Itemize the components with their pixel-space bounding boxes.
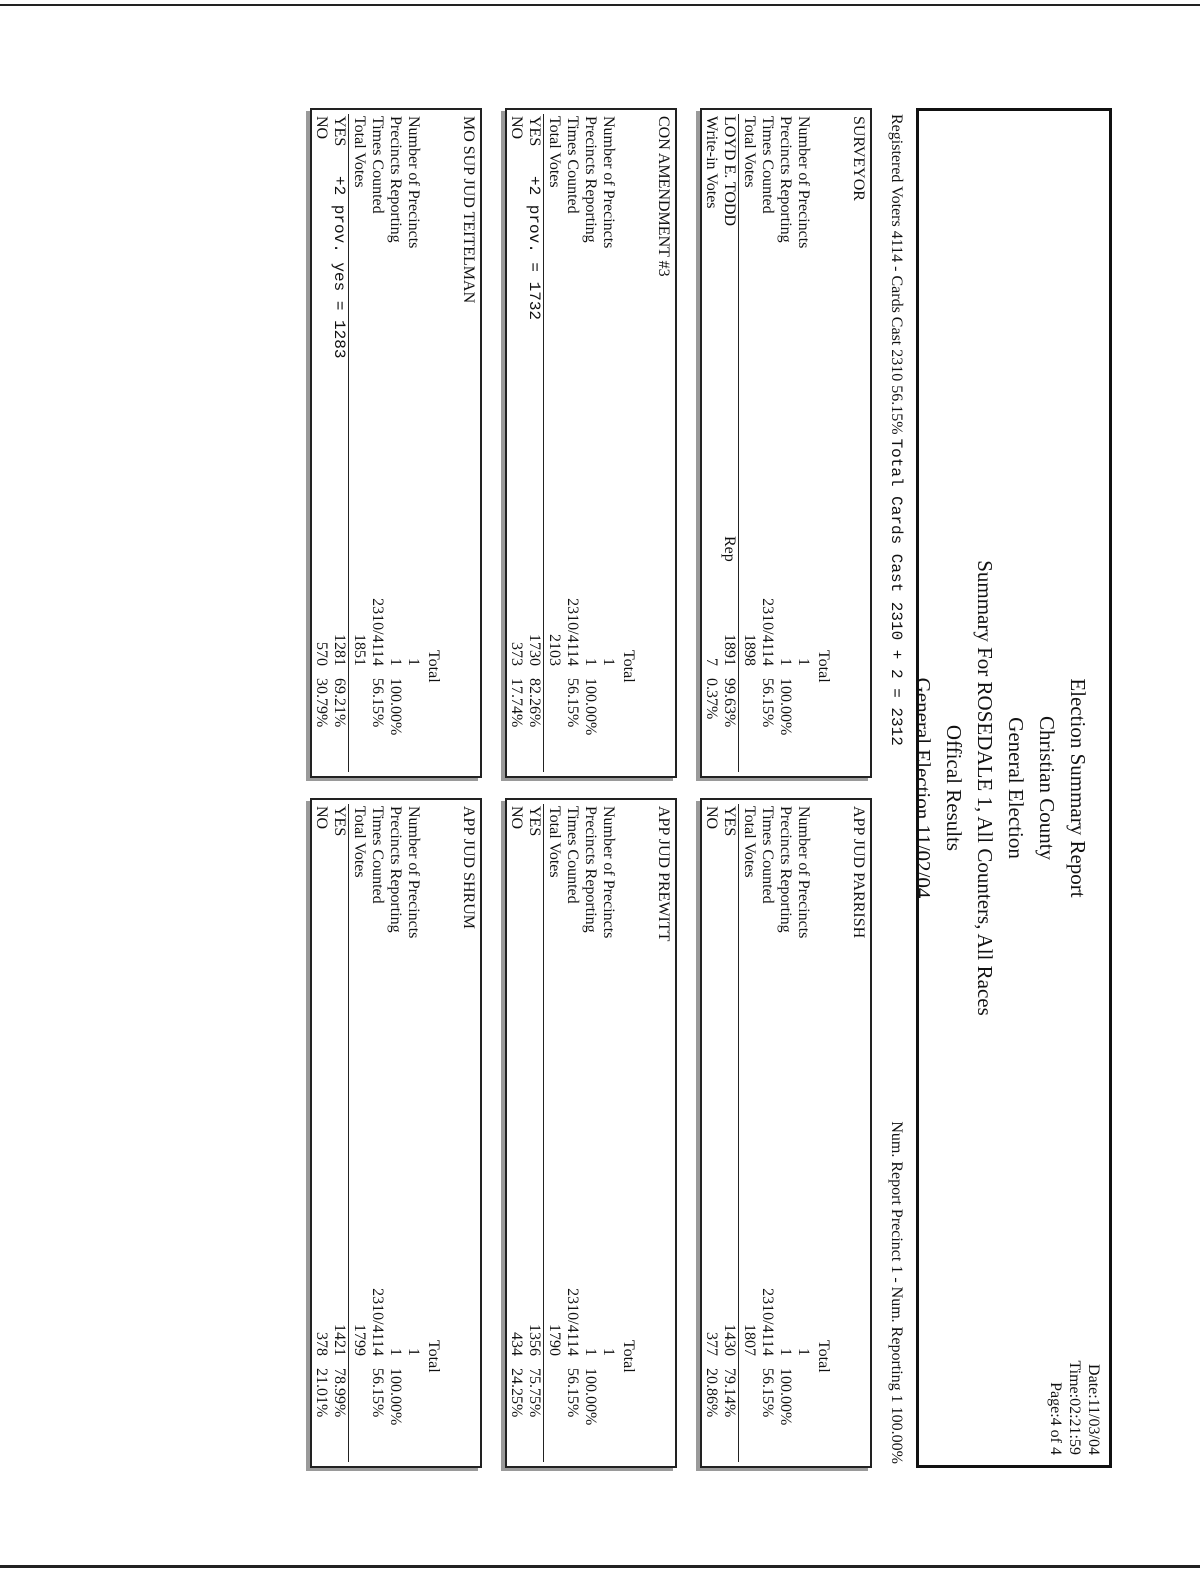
- report-meta: [1046, 1360, 1103, 1455]
- stat-label: Times Counted: [369, 116, 386, 214]
- stat-label: Number of Precincts: [600, 116, 617, 249]
- stat-row: [581, 806, 599, 1456]
- stat-label: Number of Precincts: [405, 806, 422, 939]
- stat-percent: 100.00%: [387, 678, 404, 736]
- stat-label: Precincts Reporting: [387, 116, 404, 243]
- choice-percent: 24.25%: [508, 1368, 525, 1418]
- divider: [738, 114, 739, 772]
- choice-row: [507, 806, 525, 1456]
- divider: [543, 114, 544, 772]
- choice-row: [702, 806, 720, 1456]
- stat-label: Total Votes: [351, 806, 368, 878]
- stat-label: Total Votes: [546, 116, 563, 188]
- stat-percent: 100.00%: [387, 1368, 404, 1426]
- stat-value: 2310/4114: [759, 1288, 776, 1356]
- results-status: Offical Results: [942, 724, 966, 852]
- election-type: General Election: [1004, 717, 1028, 859]
- choice-percent: 30.79%: [313, 678, 330, 728]
- choice-row: [720, 116, 738, 766]
- stat-value: 1: [795, 658, 812, 666]
- divider: [348, 804, 349, 1462]
- race-title: APP JUD PREWITT: [655, 806, 672, 942]
- stat-row: [368, 806, 386, 1456]
- choice-votes: 1891: [721, 634, 738, 666]
- stat-label: Precincts Reporting: [387, 806, 404, 933]
- stat-value: 1898: [741, 634, 758, 666]
- stat-value: 1: [777, 658, 794, 666]
- scan-edge-bottom: [0, 1565, 1200, 1568]
- choice-row: [525, 116, 543, 766]
- summary-scope: Summary For ROSEDALE 1, All Counters, All Races: [973, 560, 997, 1016]
- race-title: APP JUD SHRUM: [460, 806, 477, 929]
- report-time: Time:02:21:59: [1066, 1360, 1083, 1455]
- choice-percent: 21.01%: [313, 1368, 330, 1418]
- total-column-header: Total: [620, 650, 637, 683]
- stat-percent: 56.15%: [369, 678, 386, 728]
- race-title: APP JUD PARRISH: [850, 806, 867, 939]
- total-column-header: Total: [620, 1340, 637, 1373]
- choice-label: NO: [313, 806, 330, 830]
- stat-label: Total Votes: [351, 116, 368, 188]
- stat-value: 1851: [351, 634, 368, 666]
- stat-value: 2103: [546, 634, 563, 666]
- choice-percent: 78.99%: [331, 1368, 348, 1418]
- stat-value: 1: [600, 1348, 617, 1356]
- race-box: [310, 108, 482, 778]
- stat-value: 1799: [351, 1324, 368, 1356]
- choice-percent: 75.75%: [526, 1368, 543, 1418]
- divider: [543, 804, 544, 1462]
- race-title: CON AMENDMENT #3: [655, 116, 672, 277]
- election-date: General Election 11/02/04: [911, 677, 935, 899]
- stat-row: [350, 806, 368, 1456]
- stat-label: Times Counted: [369, 806, 386, 904]
- choice-row: [312, 116, 330, 766]
- stat-value: 1807: [741, 1324, 758, 1356]
- choice-votes: 1356: [526, 1324, 543, 1356]
- choice-votes: 377: [703, 1332, 720, 1356]
- race-box: [505, 108, 677, 778]
- stat-value: 1: [405, 658, 422, 666]
- stat-row: [563, 806, 581, 1456]
- precincts-reporting-summary: Num. Report Precinct 1 - Num. Reporting 1 100.00%: [888, 1121, 905, 1464]
- stat-percent: 56.15%: [564, 1368, 581, 1418]
- total-column-header: Total: [425, 650, 442, 683]
- stat-row: [794, 806, 812, 1456]
- choice-label: YES: [526, 806, 543, 837]
- choice-row: [330, 806, 348, 1456]
- choice-row: [702, 116, 720, 766]
- choice-label: NO: [508, 806, 525, 830]
- stat-row: [563, 116, 581, 766]
- choice-percent: 79.14%: [721, 1368, 738, 1418]
- stat-value: 2310/4114: [369, 598, 386, 666]
- handwritten-total-cards: Total Cards Cast 2310 + 2 = 2312: [887, 438, 905, 746]
- stat-label: Precincts Reporting: [777, 806, 794, 933]
- stat-label: Times Counted: [564, 806, 581, 904]
- choice-votes: 1421: [331, 1324, 348, 1356]
- choice-party: Rep: [721, 536, 738, 562]
- choice-row: [720, 806, 738, 1456]
- choice-votes: 378: [313, 1332, 330, 1356]
- stat-label: Times Counted: [759, 116, 776, 214]
- choice-percent: 0.37%: [703, 678, 720, 720]
- stat-row: [758, 116, 776, 766]
- report-title: Election Summary Report: [1066, 678, 1090, 898]
- choice-votes: 1430: [721, 1324, 738, 1356]
- report-header: [911, 108, 1112, 1468]
- stat-label: Total Votes: [546, 806, 563, 878]
- stat-value: 2310/4114: [369, 1288, 386, 1356]
- stat-value: 1: [582, 658, 599, 666]
- stat-percent: 100.00%: [582, 1368, 599, 1426]
- stat-row: [386, 806, 404, 1456]
- total-column-header: Total: [815, 1340, 832, 1373]
- stat-label: Times Counted: [564, 116, 581, 214]
- stat-value: 1: [795, 1348, 812, 1356]
- stat-percent: 100.00%: [777, 1368, 794, 1426]
- race-title: SURVEYOR: [850, 116, 867, 201]
- registration-summary: [882, 114, 910, 1464]
- choice-percent: 20.86%: [703, 1368, 720, 1418]
- stat-label: Times Counted: [759, 806, 776, 904]
- stat-percent: 56.15%: [564, 678, 581, 728]
- stat-label: Number of Precincts: [795, 116, 812, 249]
- choice-label: LOYD E. TODD: [721, 116, 738, 227]
- choice-percent: 17.74%: [508, 678, 525, 728]
- race-box: [700, 798, 872, 1468]
- choice-label: NO: [313, 116, 330, 140]
- stat-row: [758, 806, 776, 1456]
- stat-percent: 56.15%: [759, 678, 776, 728]
- choice-row: [312, 806, 330, 1456]
- stat-row: [386, 116, 404, 766]
- stat-percent: 56.15%: [369, 1368, 386, 1418]
- rotated-report-page: [212, 108, 1112, 1468]
- stat-value: 1: [582, 1348, 599, 1356]
- stat-label: Number of Precincts: [405, 116, 422, 249]
- stat-value: 1: [387, 1348, 404, 1356]
- stat-row: [599, 116, 617, 766]
- choice-label: YES: [331, 806, 348, 837]
- stat-row: [545, 116, 563, 766]
- stat-label: Number of Precincts: [795, 806, 812, 939]
- stat-value: 1: [387, 658, 404, 666]
- handwritten-note: +2 prov. = 1732: [525, 176, 543, 321]
- stat-row: [545, 806, 563, 1456]
- stat-percent: 100.00%: [777, 678, 794, 736]
- stat-value: 2310/4114: [564, 598, 581, 666]
- choice-row: [330, 116, 348, 766]
- stat-label: Precincts Reporting: [582, 806, 599, 933]
- stat-row: [350, 116, 368, 766]
- stat-row: [581, 116, 599, 766]
- stat-row: [404, 116, 422, 766]
- stat-label: Precincts Reporting: [582, 116, 599, 243]
- choice-row: [507, 116, 525, 766]
- divider: [738, 804, 739, 1462]
- race-box: [700, 108, 872, 778]
- choice-votes: 1281: [331, 634, 348, 666]
- stat-value: 2310/4114: [564, 1288, 581, 1356]
- race-box: [505, 798, 677, 1468]
- stat-label: Number of Precincts: [600, 806, 617, 939]
- choice-label: YES: [526, 116, 543, 147]
- page-number: Page:4 of 4: [1047, 1382, 1064, 1455]
- stat-label: Total Votes: [741, 116, 758, 188]
- race-box: [310, 798, 482, 1468]
- scan-edge-top: [0, 4, 1200, 6]
- total-column-header: Total: [815, 650, 832, 683]
- choice-votes: 7: [703, 658, 720, 666]
- stat-label: Precincts Reporting: [777, 116, 794, 243]
- choice-votes: 1730: [526, 634, 543, 666]
- choice-label: YES: [721, 806, 738, 837]
- choice-percent: 82.26%: [526, 678, 543, 728]
- stat-label: Total Votes: [741, 806, 758, 878]
- stat-row: [776, 806, 794, 1456]
- stat-value: 1790: [546, 1324, 563, 1356]
- choice-label: YES: [331, 116, 348, 147]
- choice-label: NO: [508, 116, 525, 140]
- choice-votes: 570: [313, 642, 330, 666]
- choice-row: [525, 806, 543, 1456]
- stat-row: [776, 116, 794, 766]
- stat-row: [740, 806, 758, 1456]
- choice-percent: 69.21%: [331, 678, 348, 728]
- choice-label: NO: [703, 806, 720, 830]
- handwritten-note: +2 prov. yes = 1283: [330, 176, 348, 359]
- stat-value: 1: [405, 1348, 422, 1356]
- total-column-header: Total: [425, 1340, 442, 1373]
- registered-voters: Registered Voters 4114 - Cards Cast 2310 56.15%: [888, 114, 905, 435]
- stat-row: [368, 116, 386, 766]
- choice-votes: 373: [508, 642, 525, 666]
- stat-row: [404, 806, 422, 1456]
- report-date: Date:11/03/04: [1085, 1364, 1102, 1455]
- report-title-block: [907, 111, 1093, 1465]
- stat-value: 1: [600, 658, 617, 666]
- stat-percent: 56.15%: [759, 1368, 776, 1418]
- stat-row: [794, 116, 812, 766]
- race-title: MO SUP JUD TEITELMAN: [460, 116, 477, 304]
- choice-votes: 434: [508, 1332, 525, 1356]
- stat-value: 1: [777, 1348, 794, 1356]
- stat-row: [599, 806, 617, 1456]
- stat-value: 2310/4114: [759, 598, 776, 666]
- stat-percent: 100.00%: [582, 678, 599, 736]
- choice-percent: 99.63%: [721, 678, 738, 728]
- divider: [348, 114, 349, 772]
- choice-label: Write-in Votes: [703, 116, 720, 209]
- stat-row: [740, 116, 758, 766]
- county-name: Christian County: [1035, 715, 1059, 861]
